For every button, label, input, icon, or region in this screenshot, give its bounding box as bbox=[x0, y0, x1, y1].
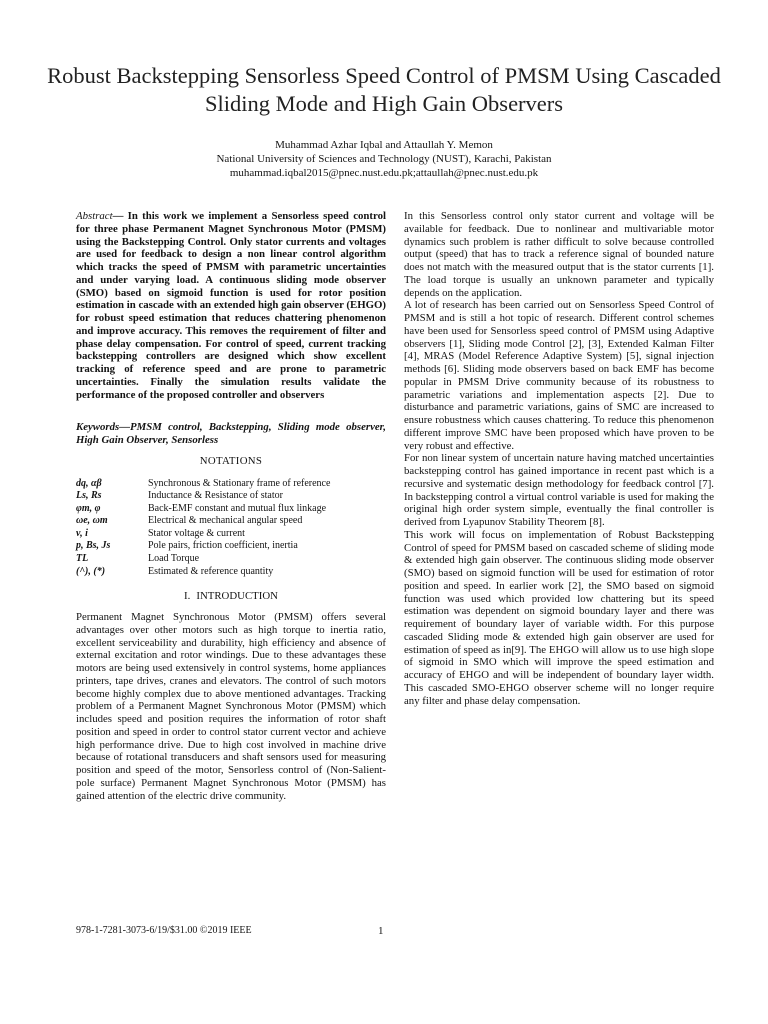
notation-row bbox=[76, 503, 386, 516]
abstract-dash: — bbox=[112, 210, 124, 222]
notation-symbol: φm, φ bbox=[76, 502, 101, 514]
author-affiliation: National University of Sciences and Technology (NUST), Karachi, Pakistan bbox=[216, 153, 552, 165]
notation-row bbox=[76, 540, 386, 553]
author-block bbox=[40, 138, 728, 180]
body-paragraph: For non linear system of uncertain nature having matched uncertainties backstepping control has gained importance in recent past which is a recursive and systematic design methodology for feedback control [7]. In backstepping control a virtual control variable is used for making the original high order system simple, eventually the final controller is derived from Lyapunov Stability Theorem [8]. bbox=[404, 452, 714, 528]
notation-desc: Stator voltage & current bbox=[148, 527, 245, 539]
notation-row bbox=[76, 553, 386, 566]
intro-paragraph: Permanent Magnet Synchronous Motor (PMSM) offers several advantages over other motors such as high torque to inertia ratio, excellent serviceability and durability, high efficiency and absence of external excitation and rotor windings. Due to these advantages these motors are being used extensively in control systems, home appliances printers, tape drives, cranes and elevators. The control of such motors become highly complex due to above mentioned advantages. Tracking problem of a Permanent Magnet Synchronous Motor (PMSM) which includes speed and position requires the information of rotor shaft position and speed in order to control stator current vector and achieve high performance drive. Due to high cost involved in machine drive because of rotational transducers and shaft sensors used for measuring position and speed of the motor, Sensorless control of (Non-Salient-pole surface) Permanent Magnet Synchronous Motor (PMSM) has gained attention of the electric drive community. bbox=[76, 611, 386, 802]
notations-table bbox=[76, 478, 386, 579]
notation-row bbox=[76, 490, 386, 503]
notation-desc: Load Torque bbox=[148, 553, 200, 565]
copyright-footer: 978-1-7281-3073-6/19/$31.00 ©2019 IEEE bbox=[76, 925, 252, 936]
body-paragraph: This work will focus on implementation of Robust Backstepping Control of speed for PMSM based on cascaded scheme of sliding mode & extended high gain observer. The continuous sliding mode observer (SMO) based on sigmoid function will be used for estimation of rotor position and speed. In earlier work [2], the SMO based on sigmoid function was used which provided low chattering but its speed estimation was dependent on sigmoid boundary layer and there was requirement of boundary layer of variable width. For this purpose cascaded Sliding mode & extended high gain observer are used for estimation of speed as in[9]. The EHGO will allow us to use high slope of sigmoid in SMO which will improve the speed estimation and accuracy of EHGO and will be independent of boundary layer width. This cascaded SMO-EHGO observer scheme will no longer require any filter and phase delay compensation. bbox=[404, 528, 714, 707]
body-paragraph: A lot of research has been carried out on Sensorless Speed Control of PMSM and is still a hot topic of research. Different control schemes have been used for Sensorless speed control of PMSM using Adaptive observers [1], Sliding mode Control [2], [3], Extended Kalman Filter [4], MRAS (Model Reference Adaptive System) [5], signal injection methods [6]. Sliding mode observers based on back EMF has become popular in PMSM Drive community because of its robustness to parametric variations and implementation aspects [2]. Due to disturbance and parametric variations, gains of SMC are increased to ensure robustness which causes chattering. To reduce this phenomenon different improve SMC have been proposed which have proven to be very robust and effective. bbox=[404, 299, 714, 452]
notations-heading: NOTATIONS bbox=[199, 454, 263, 467]
notation-symbol: Ls, Rs bbox=[76, 490, 102, 502]
keywords bbox=[76, 421, 386, 447]
keywords-body: PMSM control, Backstepping, Sliding mode observer, High Gain Observer, Sensorless bbox=[76, 421, 386, 446]
notation-desc: Pole pairs, friction coefficient, inertia bbox=[148, 540, 298, 552]
notation-desc: Synchronous & Stationary frame of reference bbox=[148, 477, 331, 489]
notation-desc: Inductance & Resistance of stator bbox=[148, 490, 283, 502]
abstract bbox=[76, 210, 386, 401]
notation-desc: Back-EMF constant and mutual flux linkage bbox=[148, 502, 327, 514]
notation-symbol: ωe, ωm bbox=[76, 515, 108, 527]
keywords-label: Keywords bbox=[76, 421, 120, 434]
right-column bbox=[404, 210, 714, 707]
section-title-rest: NTRODUCTION bbox=[199, 590, 278, 603]
paper-title: Robust Backstepping Sensorless Speed Control of PMSM Using Cascaded Sliding Mode and High Gain Observers bbox=[47, 63, 721, 116]
notation-row bbox=[76, 528, 386, 541]
notation-symbol: (^), (*) bbox=[76, 565, 106, 577]
section-title-initial: I bbox=[196, 590, 200, 603]
page-number: 1 bbox=[378, 925, 384, 937]
notation-desc: Estimated & reference quantity bbox=[148, 565, 274, 577]
notation-symbol: dq, αβ bbox=[76, 477, 102, 489]
notation-row bbox=[76, 478, 386, 491]
author-names: Muhammad Azhar Iqbal and Attaullah Y. Memon bbox=[275, 139, 493, 151]
notation-symbol: v, i bbox=[76, 527, 88, 539]
notation-desc: Electrical & mechanical angular speed bbox=[148, 515, 303, 527]
notation-symbol: TL bbox=[76, 553, 89, 565]
abstract-label: Abstract bbox=[76, 210, 113, 222]
keywords-dash: — bbox=[119, 421, 130, 434]
author-emails: muhammad.iqbal2015@pnec.nust.edu.pk;attaullah@pnec.nust.edu.pk bbox=[229, 167, 539, 179]
left-column bbox=[76, 210, 386, 802]
section-heading-introduction bbox=[76, 590, 386, 603]
notation-symbol: p, Bs, Js bbox=[76, 540, 111, 552]
abstract-body: In this work we implement a Sensorless speed control for three phase Permanent Magnet Synchronous Motor (PMSM) using the Backstepping Control. Only stator currents and voltages are used for feedback to design a non linear control algorithm which tracks the speed of PMSM with parametric uncertainties and under varying load. A continuous sliding mode observer (SMO) based on sigmoid function is used for rotor position estimation in cascade with an extended high gain observer (EHGO) for robust speed estimation that reduces chattering phenomenon and improve accuracy. This removes the requirement of filter and phase delay compensation. For control of speed, current tracking backstepping controllers are designed which show excellent tracking of reference speed and are prone to parametric uncertainties. Finally the simulation results validate the performance of the proposed controller and observers bbox=[76, 210, 386, 401]
notation-row bbox=[76, 515, 386, 528]
notation-row bbox=[76, 566, 386, 579]
body-paragraph: In this Sensorless control only stator current and voltage will be available for feedback. Due to nonlinear and multivariable motor dynamics such problem is rather difficult to solve because controlled output (speed) that has to track a reference signal of bounded nature does not match with the measured output that is the stator currents [1]. The load torque is usually an unknown parameter and typically depends on the application. bbox=[404, 210, 714, 299]
section-number: I. bbox=[184, 590, 191, 603]
